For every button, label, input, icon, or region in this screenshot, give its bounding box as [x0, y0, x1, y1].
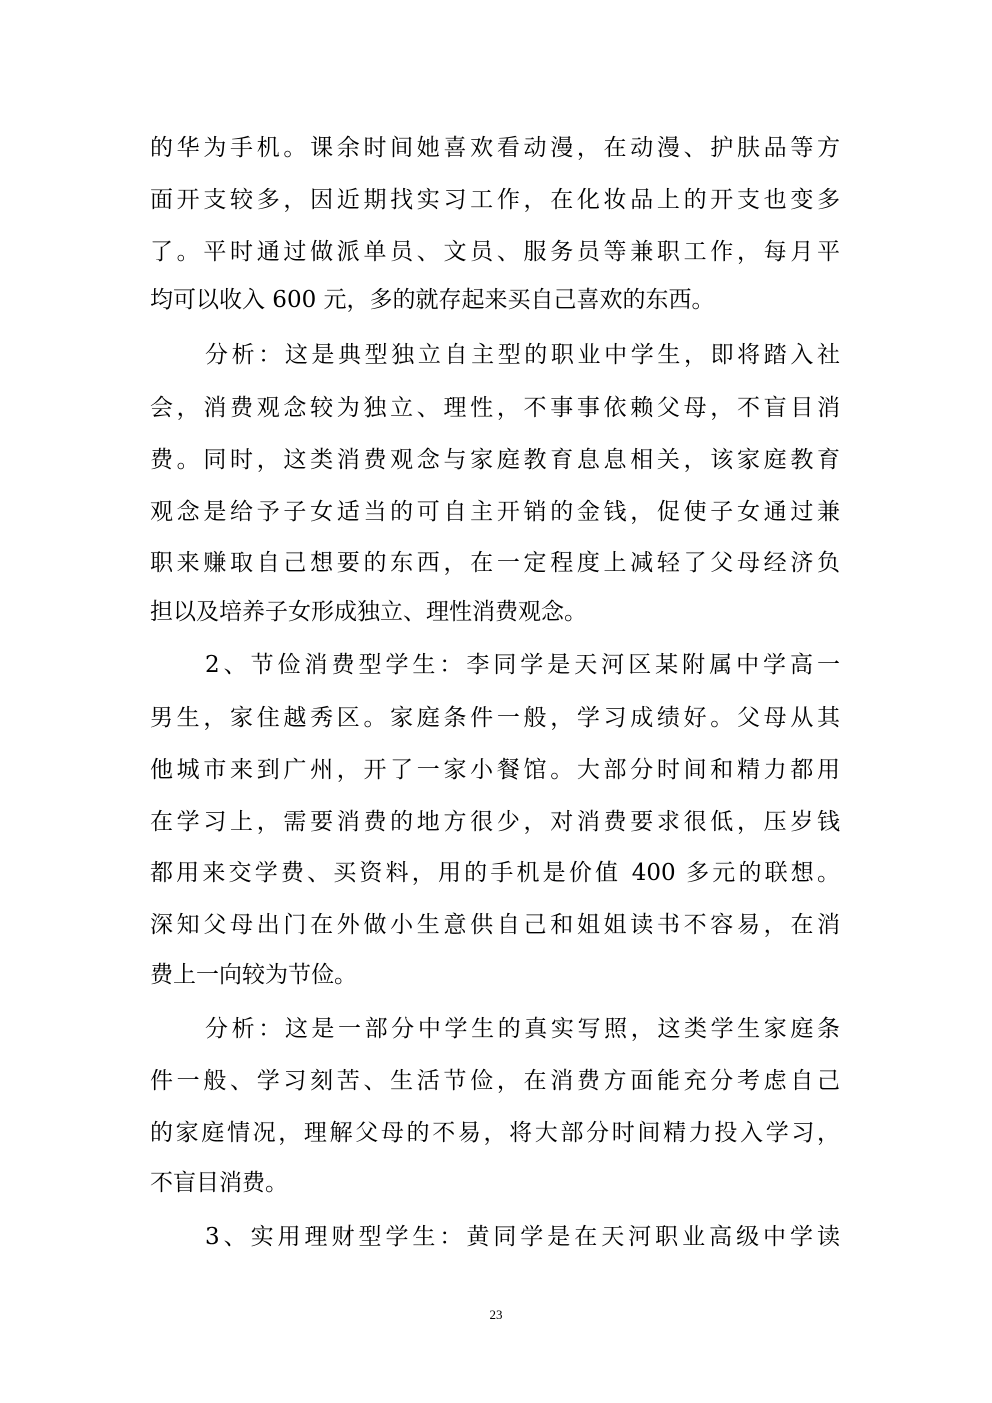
paragraph-line: 担以及培养子女形成独立、理性消费观念。: [150, 599, 587, 625]
paragraph-line: 的家庭情况，理解父母的不易，将大部分时间精力投入学习，: [150, 1120, 840, 1146]
paragraph-line: 均可以收入 600 元，多的就存起来买自己喜欢的东西。: [150, 287, 715, 313]
paragraph-line: 分析：这是一部分中学生的真实写照，这类学生家庭条: [205, 1016, 840, 1042]
paragraph-line: 不盲目消费。: [150, 1170, 288, 1196]
paragraph-line: 职来赚取自己想要的东西，在一定程度上减轻了父母经济负: [150, 550, 840, 576]
paragraph-line: 会，消费观念较为独立、理性，不事事依赖父母，不盲目消: [150, 395, 840, 421]
paragraph-line: 观念是给予子女适当的可自主开销的金钱，促使子女通过兼: [150, 499, 840, 525]
paragraph-line: 面开支较多，因近期找实习工作，在化妆品上的开支也变多: [150, 187, 840, 213]
paragraph-line: 男生，家住越秀区。家庭条件一般，学习成绩好。父母从其: [150, 705, 840, 731]
paragraph-line: 分析：这是典型独立自主型的职业中学生，即将踏入社: [205, 342, 840, 368]
page-number: 23: [489, 1307, 503, 1322]
paragraph-line: 3、实用理财型学生：黄同学是在天河职业高级中学读: [205, 1224, 840, 1250]
paragraph-line: 费上一向较为节俭。: [150, 962, 357, 988]
paragraph-line: 了。平时通过做派单员、文员、服务员等兼职工作，每月平: [150, 239, 840, 265]
paragraph-line: 费。同时，这类消费观念与家庭教育息息相关，该家庭教育: [150, 447, 840, 473]
paragraph-line: 件一般、学习刻苦、生活节俭，在消费方面能充分考虑自己: [150, 1068, 840, 1094]
paragraph-line: 2、节俭消费型学生：李同学是天河区某附属中学高一: [205, 652, 840, 678]
paragraph-line: 都用来交学费、买资料，用的手机是价值 400 多元的联想。: [150, 860, 840, 886]
paragraph-line: 深知父母出门在外做小生意供自己和姐姐读书不容易，在消: [150, 912, 840, 938]
paragraph-line: 他城市来到广州，开了一家小餐馆。大部分时间和精力都用: [150, 757, 840, 783]
paragraph-line: 在学习上，需要消费的地方很少，对消费要求很低，压岁钱: [150, 809, 840, 835]
paragraph-line: 的华为手机。课余时间她喜欢看动漫，在动漫、护肤品等方: [150, 135, 840, 161]
